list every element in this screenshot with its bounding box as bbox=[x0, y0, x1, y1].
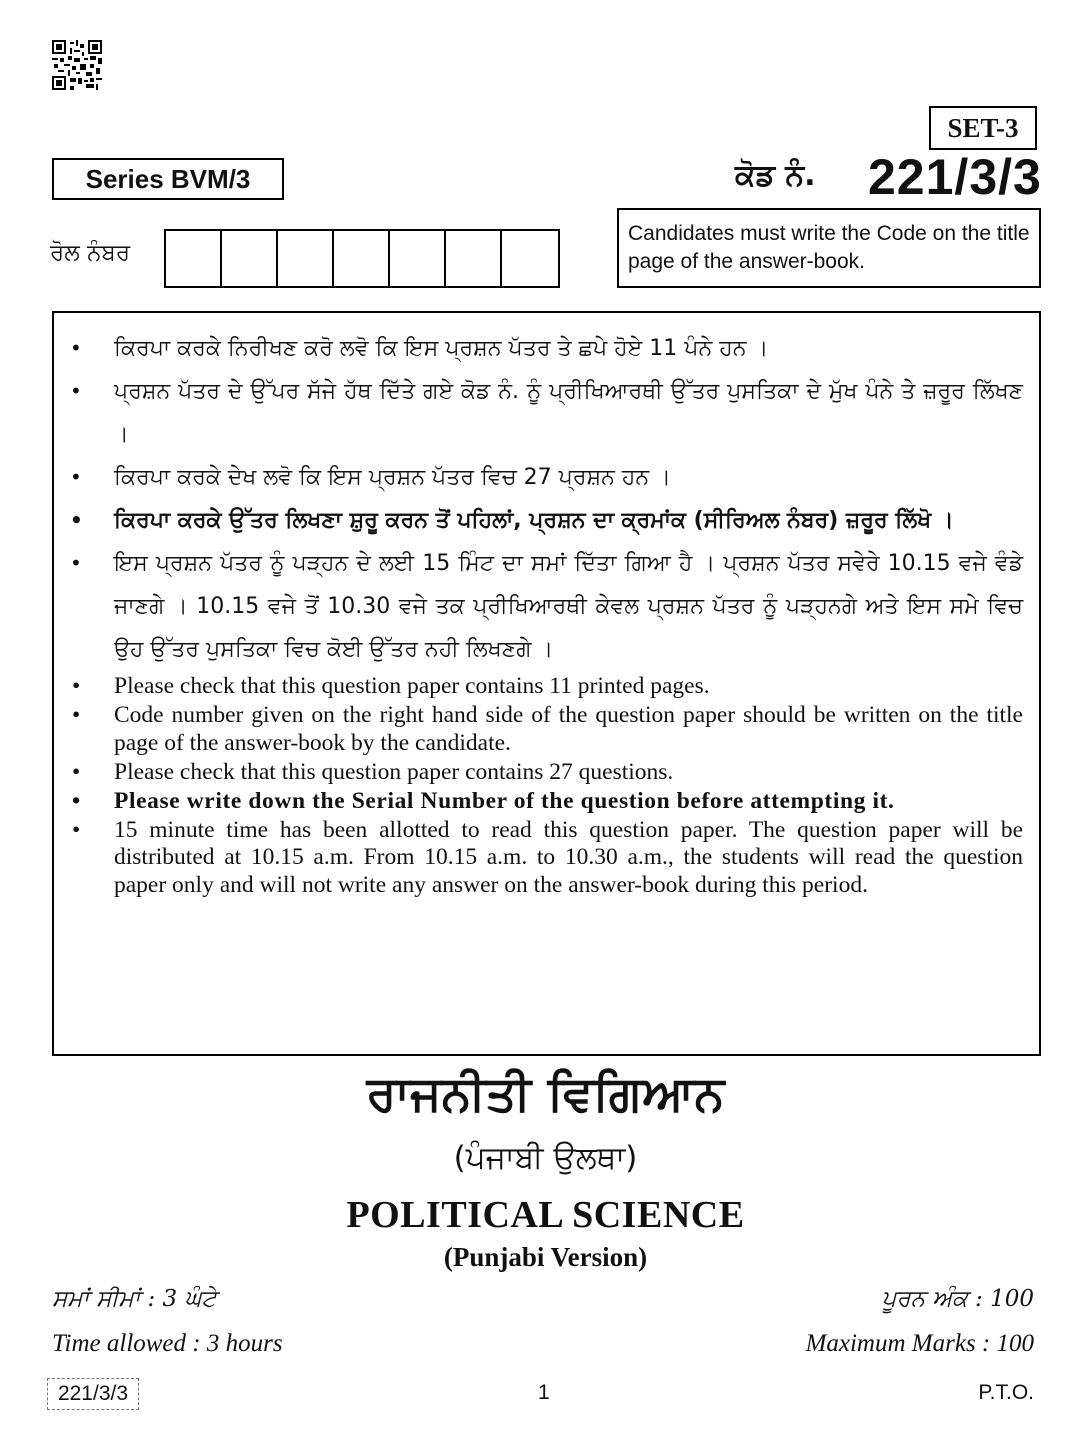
version-punjabi: (ਪੰਜਾਬੀ ਉਲਥਾ) bbox=[453, 1140, 638, 1176]
set-number: SET-3 bbox=[929, 106, 1037, 150]
roll-number-cell[interactable] bbox=[278, 231, 334, 286]
page-number: 1 bbox=[538, 1381, 550, 1404]
roll-number-cell[interactable] bbox=[166, 231, 222, 286]
footer-code: 221/3/3 bbox=[47, 1378, 139, 1410]
instruction-item: • ਕਿਰਪਾ ਕਰਕੇ ਨਿਰੀਖਣ ਕਰੋ ਲਵੋ ਕਿ ਇਸ ਪ੍ਰਸ਼ਨ ਪੱਤਰ ਤੇ ਛਪੇ ਹੋਏ 11 ਪੰਨੇ ਹਨ । bbox=[68, 327, 1023, 370]
instruction-item: • 15 minute time has been allotted to read this question paper. The question paper will be distributed at 10.15 a.m. From 10.15 a.m. to 10.30 a.m., the students will read the question paper only and will not write any answer on the answer-book during this period. bbox=[68, 817, 1023, 900]
qr-code bbox=[52, 40, 102, 90]
roll-number-label: ਰੋਲ ਨੰਬਰ bbox=[50, 240, 131, 266]
roll-number-cell[interactable] bbox=[390, 231, 446, 286]
candidate-note: Candidates must write the Code on the title page of the answer-book. bbox=[617, 208, 1041, 288]
instructions-punjabi bbox=[68, 327, 1023, 671]
subject-title-punjabi: ਰਾਜਨੀਤੀ ਵਿਗਿਆਨ bbox=[366, 1066, 725, 1122]
roll-number-cell[interactable] bbox=[446, 231, 502, 286]
subject-title-english: POLITICAL SCIENCE bbox=[346, 1194, 745, 1236]
instruction-item: • Please check that this question paper contains 11 printed pages. bbox=[68, 673, 1023, 701]
time-allowed-punjabi: ਸਮਾਂ ਸੀਮਾਂ : 3 ਘੰਟੇ bbox=[52, 1286, 217, 1312]
instructions-english bbox=[68, 673, 1023, 899]
instructions-box bbox=[52, 311, 1041, 1056]
roll-number-grid[interactable] bbox=[164, 229, 560, 288]
max-marks-english: Maximum Marks : 100 bbox=[805, 1330, 1034, 1357]
pto-label: P.T.O. bbox=[978, 1381, 1034, 1404]
code-value: 221/3/3 bbox=[868, 149, 1042, 205]
roll-number-cell[interactable] bbox=[502, 231, 558, 286]
instruction-item: • Please write down the Serial Number of the question before attempting it. bbox=[68, 788, 1023, 816]
instruction-item: • Please check that this question paper contains 27 questions. bbox=[68, 759, 1023, 787]
instruction-item: • ਕਿਰਪਾ ਕਰਕੇ ਦੇਖ ਲਵੋ ਕਿ ਇਸ ਪ੍ਰਸ਼ਨ ਪੱਤਰ ਵਿਚ 27 ਪ੍ਰਸ਼ਨ ਹਨ । bbox=[68, 456, 1023, 499]
series-label: Series BVM/3 bbox=[52, 158, 284, 200]
instruction-item: • ਪ੍ਰਸ਼ਨ ਪੱਤਰ ਦੇ ਉੱਪਰ ਸੱਜੇ ਹੱਥ ਦਿੱਤੇ ਗਏ ਕੋਡ ਨੰ. ਨੂੰ ਪ੍ਰੀਖਿਆਰਥੀ ਉੱਤਰ ਪੁਸਤਿਕਾ ਦੇ ਮੁੱਖ ਪੰਨੇ ਤੇ ਜ਼ਰੂਰ ਲਿੱਖਣ । bbox=[68, 370, 1023, 456]
roll-number-cell[interactable] bbox=[222, 231, 278, 286]
version-english: (Punjabi Version) bbox=[443, 1242, 648, 1272]
instruction-item: • ਕਿਰਪਾ ਕਰਕੇ ਉੱਤਰ ਲਿਖਣਾ ਸ਼ੁਰੂ ਕਰਨ ਤੋਂ ਪਹਿਲਾਂ, ਪ੍ਰਸ਼ਨ ਦਾ ਕ੍ਰਮਾਂਕ (ਸੀਰਿਅਲ ਨੰਬਰ) ਜ਼ਰੂਰ ਲਿੱਖੋ । bbox=[68, 499, 1023, 542]
code-label: ਕੋਡ ਨੰ. bbox=[735, 158, 816, 193]
max-marks-punjabi: ਪੂਰਨ ਅੰਕ : 100 bbox=[881, 1286, 1034, 1312]
instruction-item: • ਇਸ ਪ੍ਰਸ਼ਨ ਪੱਤਰ ਨੂੰ ਪੜ੍ਹਨ ਦੇ ਲਈ 15 ਮਿੰਟ ਦਾ ਸਮਾਂ ਦਿੱਤਾ ਗਿਆ ਹੈ । ਪ੍ਰਸ਼ਨ ਪੱਤਰ ਸਵੇਰੇ 10.15 ਵਜੇ ਵੰਡੇ ਜਾਣਗੇ । 10.15 ਵਜੇ ਤੋਂ 10.30 ਵਜੇ ਤਕ ਪ੍ਰੀਖਿਆਰਥੀ ਕੇਵਲ ਪ੍ਰਸ਼ਨ ਪੱਤਰ ਨੂੰ ਪੜ੍ਹਨਗੇ ਅਤੇ ਇਸ ਸਮੇ ਵਿਚ ਉਹ ਉੱਤਰ ਪੁਸਤਿਕਾ ਵਿਚ ਕੋਈ ਉੱਤਰ ਨਹੀ ਲਿਖਣਗੇ । bbox=[68, 542, 1023, 671]
instruction-item: • Code number given on the right hand side of the question paper should be written on the title page of the answer-book by the candidate. bbox=[68, 702, 1023, 757]
time-allowed-english: Time allowed : 3 hours bbox=[52, 1330, 283, 1357]
roll-number-cell[interactable] bbox=[334, 231, 390, 286]
